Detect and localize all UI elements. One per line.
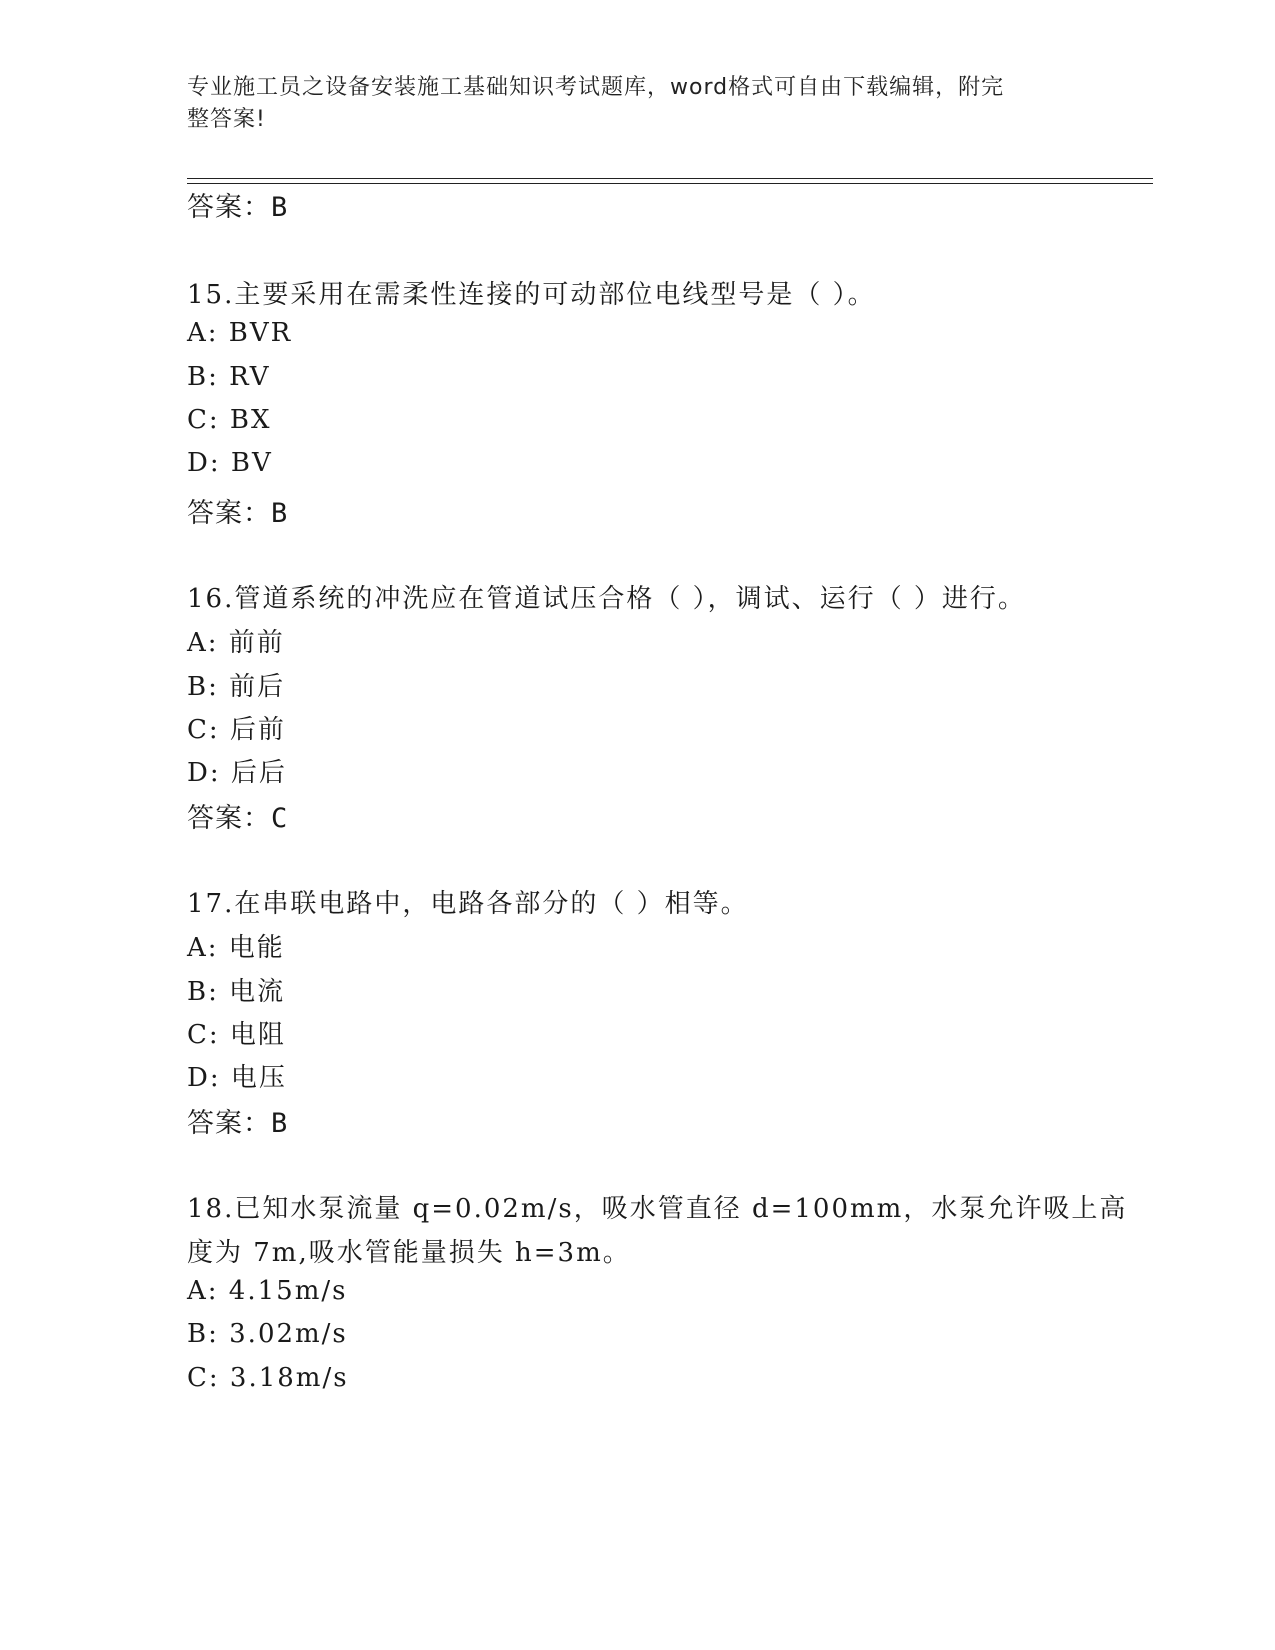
- question-17-option-a: A: 电能: [187, 933, 285, 963]
- question-15-stem: 15.主要采用在需柔性连接的可动部位电线型号是（ ）。: [187, 280, 876, 310]
- question-16-option-a: A: 前前: [187, 628, 285, 658]
- answer-label: 答案：: [187, 803, 271, 834]
- question-15-answer: [187, 491, 288, 530]
- document-header: [187, 72, 1067, 136]
- answer-label: 答案：: [187, 1108, 271, 1139]
- question-15-option-b: B: RV: [187, 362, 271, 392]
- question-15-option-a: A: BVR: [187, 318, 293, 348]
- prev-answer: [187, 185, 288, 224]
- header-divider-bottom: [187, 183, 1153, 184]
- question-16-option-b: B: 前后: [187, 672, 286, 702]
- question-18-stem-line-1: 18.已知水泵流量 q=0.02m/s，吸水管直径 d=100mm，水泵允许吸上高: [187, 1194, 1128, 1224]
- answer-label: 答案：: [187, 192, 271, 223]
- answer-value: C: [271, 803, 289, 834]
- question-16-option-c: C: 后前: [187, 715, 286, 745]
- header-line-2: 整答案!: [187, 107, 266, 132]
- question-16-option-d: D: 后后: [187, 758, 287, 788]
- question-15-option-c: C: BX: [187, 405, 272, 435]
- question-17-option-d: D: 电压: [187, 1063, 287, 1093]
- answer-value: B: [271, 498, 289, 529]
- answer-label: 答案：: [187, 498, 271, 529]
- question-16-answer: [187, 796, 288, 835]
- question-15-option-d: D: BV: [187, 448, 273, 478]
- question-17-stem: 17.在串联电路中，电路各部分的（ ）相等。: [187, 889, 749, 919]
- answer-value: B: [271, 1108, 289, 1139]
- question-17-answer: [187, 1101, 288, 1140]
- header-line-1: 专业施工员之设备安装施工基础知识考试题库，word格式可自由下载编辑，附完: [187, 75, 1005, 100]
- header-divider-top: [187, 178, 1153, 179]
- question-18-option-a: A: 4.15m/s: [187, 1276, 348, 1306]
- question-18-stem-line-2: 度为 7m,吸水管能量损失 h=3m。: [187, 1238, 631, 1268]
- question-18-option-b: B: 3.02m/s: [187, 1319, 348, 1349]
- question-16-stem: 16.管道系统的冲洗应在管道试压合格（ ），调试、运行（ ）进行。: [187, 584, 1026, 614]
- question-18-option-c: C: 3.18m/s: [187, 1363, 349, 1393]
- question-17-option-b: B: 电流: [187, 977, 286, 1007]
- question-17-option-c: C: 电阻: [187, 1020, 286, 1050]
- answer-value: B: [271, 192, 289, 223]
